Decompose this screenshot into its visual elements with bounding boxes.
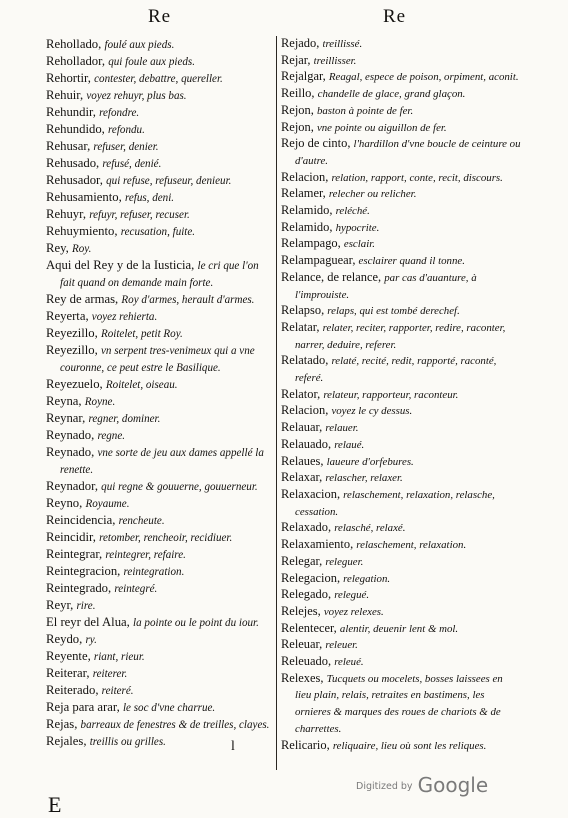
- translation: hypocrite.: [335, 221, 380, 234]
- headword: Reynado,: [46, 445, 95, 459]
- translation: relater, reciter, rapporter, redire, raconter, narrer, deduire, referer.: [295, 321, 506, 351]
- headword: Reincidir,: [46, 530, 96, 544]
- headword: Rejado,: [281, 36, 320, 50]
- dictionary-entry: [281, 738, 521, 755]
- dictionary-entry: [46, 291, 270, 308]
- translation: relaschement, relaxation.: [356, 539, 467, 552]
- dictionary-entry: [46, 512, 270, 529]
- translation: foulé aux pieds.: [104, 39, 175, 51]
- headword: Rehusamiento,: [46, 190, 122, 204]
- headword: Rehortir,: [46, 71, 91, 85]
- translation: reintegré.: [114, 583, 158, 595]
- running-head-left: Re: [148, 6, 172, 27]
- translation: regner, dominer.: [88, 413, 161, 425]
- translation: Reagal, espece de poison, orpiment, aconit.: [328, 71, 519, 84]
- dictionary-entry: [281, 420, 521, 437]
- running-head-right: Re: [383, 6, 407, 27]
- headword: Relacion,: [281, 169, 329, 184]
- headword: Relampaguear,: [281, 253, 356, 268]
- headword: Rehusado,: [46, 156, 100, 170]
- dictionary-entry: [46, 410, 270, 427]
- translation: relecher ou relicher.: [328, 188, 417, 201]
- translation: barreaux de fenestres & de treilles, clayes.: [80, 719, 270, 731]
- translation: releué.: [334, 656, 364, 669]
- translation: recusation, fuite.: [120, 226, 196, 238]
- translation: Roy d'armes, herault d'armes.: [121, 294, 255, 306]
- translation: voyez le cy dessus.: [331, 405, 413, 418]
- headword: Relamer,: [281, 186, 326, 201]
- headword: Relamido,: [281, 203, 333, 218]
- dictionary-entry: [46, 631, 270, 648]
- headword: Releuado,: [281, 654, 332, 669]
- headword: Rehuir,: [46, 88, 84, 102]
- headword: Relegacion,: [281, 570, 341, 585]
- translation: baston à pointe de fer.: [316, 104, 414, 117]
- headword: Rey de armas,: [46, 292, 119, 306]
- dictionary-entry: [46, 121, 270, 138]
- headword: Relexes,: [281, 670, 324, 685]
- headword: Reintegracion,: [46, 564, 121, 578]
- dictionary-entry: [46, 546, 270, 563]
- translation: la pointe ou le point du iour.: [133, 617, 259, 629]
- headword: Reyr,: [46, 598, 74, 612]
- headword: Rehundido,: [46, 122, 105, 136]
- dictionary-entry: [46, 614, 270, 631]
- dictionary-entry: [281, 186, 521, 203]
- catchword: E: [48, 792, 62, 817]
- translation: Royaume.: [85, 498, 130, 510]
- headword: Rehollado,: [46, 37, 102, 51]
- headword: Reincidencia,: [46, 513, 116, 527]
- dictionary-entry: [46, 308, 270, 325]
- dictionary-entry: [46, 716, 270, 733]
- translation: vn serpent tres-venimeux qui a vne couronne, ce peut estre le Basilique.: [60, 345, 255, 374]
- dictionary-entry: [281, 69, 521, 86]
- dictionary-entry: [281, 487, 521, 520]
- headword: Relejes,: [281, 603, 321, 618]
- translation: releguer.: [325, 555, 364, 568]
- headword: Rehuymiento,: [46, 224, 118, 238]
- headword: Relaxar,: [281, 470, 323, 485]
- dictionary-entry: [46, 155, 270, 172]
- translation: Roitelet, petit Roy.: [100, 328, 183, 340]
- translation: Roitelet, oiseau.: [105, 379, 178, 391]
- translation: reintegration.: [123, 566, 185, 578]
- translation: refusé, denié.: [102, 158, 162, 170]
- dictionary-entry: [281, 170, 521, 187]
- headword: Relentecer,: [281, 620, 337, 635]
- dictionary-entry: [46, 206, 270, 223]
- translation: chandelle de glace, grand glaçon.: [317, 88, 466, 101]
- headword: Reyerta,: [46, 309, 89, 323]
- translation: relasché, relaxé.: [334, 522, 406, 535]
- dictionary-entry: [46, 325, 270, 342]
- headword: Reja para arar,: [46, 700, 120, 714]
- headword: Reyezuelo,: [46, 377, 103, 391]
- translation: vne sorte de jeu aux dames appellé la renette.: [60, 447, 264, 476]
- headword: Reiterado,: [46, 683, 99, 697]
- headword: Reyezillo,: [46, 343, 98, 357]
- dictionary-entry: [281, 220, 521, 237]
- translation: retomber, rencheoir, recidiuer.: [99, 532, 233, 544]
- headword: Reyezillo,: [46, 326, 98, 340]
- dictionary-entry: [281, 203, 521, 220]
- headword: Relator,: [281, 386, 321, 401]
- dictionary-entry: [46, 36, 270, 53]
- dictionary-entry: [281, 353, 521, 386]
- translation: refondu.: [108, 124, 145, 136]
- dictionary-entry: [281, 437, 521, 454]
- right-column: [281, 36, 521, 754]
- dictionary-entry: [281, 120, 521, 137]
- headword: Rehollador,: [46, 54, 106, 68]
- translation: le cri que l'on fait quand on demande main forte.: [60, 260, 259, 289]
- headword: Relapso,: [281, 303, 325, 318]
- translation: refuser, denier.: [93, 141, 159, 153]
- dictionary-entry: [46, 444, 270, 478]
- translation: relaps, qui est tombé derechef.: [327, 305, 460, 318]
- dictionary-entry: [281, 537, 521, 554]
- headword: Relaxado,: [281, 520, 332, 535]
- dictionary-entry: [281, 387, 521, 404]
- dictionary-entry: [46, 138, 270, 155]
- dictionary-entry: [281, 621, 521, 638]
- headword: Relamido,: [281, 219, 333, 234]
- translation: treillis ou grilles.: [89, 736, 166, 748]
- headword: Reyente,: [46, 649, 91, 663]
- dictionary-entry: [281, 671, 521, 738]
- translation: riant, rieur.: [93, 651, 145, 663]
- headword: Relauar,: [281, 420, 323, 435]
- translation: qui refuse, refuseur, denieur.: [106, 175, 232, 187]
- translation: releuer.: [325, 639, 358, 652]
- translation: Roy.: [71, 243, 92, 255]
- dictionary-entry: [281, 571, 521, 588]
- translation: rire.: [76, 600, 96, 612]
- headword: Relacion,: [281, 403, 329, 418]
- headword: Relaxacion,: [281, 486, 341, 501]
- translation: reiterer.: [92, 668, 128, 680]
- digitization-credit: [356, 773, 488, 797]
- dictionary-entry: [281, 303, 521, 320]
- translation: relegué.: [334, 589, 370, 602]
- headword: Relance, de relance,: [281, 269, 382, 284]
- dictionary-entry: [281, 604, 521, 621]
- dictionary-entry: [281, 587, 521, 604]
- headword: Reiterar,: [46, 666, 90, 680]
- headword: Rejales,: [46, 734, 87, 748]
- translation: par cas d'auanture, à l'improuiste.: [295, 271, 477, 301]
- dictionary-entry: [281, 86, 521, 103]
- headword: Reynado,: [46, 428, 95, 442]
- headword: Rejon,: [281, 119, 314, 134]
- translation: esclair.: [343, 238, 375, 251]
- dictionary-entry: [281, 236, 521, 253]
- translation: vne pointe ou aiguillon de fer.: [316, 121, 447, 134]
- dictionary-entry: [281, 654, 521, 671]
- translation: qui foule aux pieds.: [108, 56, 195, 68]
- stray-mark: l: [231, 739, 235, 754]
- dictionary-entry: [46, 478, 270, 495]
- translation: treillissé.: [322, 38, 363, 50]
- translation: relation, rapport, conte, recit, discours.: [331, 171, 503, 184]
- headword: Rejas,: [46, 717, 78, 731]
- headword: El reyr del Alua,: [46, 615, 130, 629]
- translation: reléché.: [335, 205, 370, 218]
- translation: relaschement, relaxation, relasche, cessation.: [295, 488, 495, 518]
- headword: Reintegrado,: [46, 581, 112, 595]
- translation: relaué.: [334, 438, 365, 451]
- translation: esclairer quand il tonne.: [358, 255, 465, 268]
- dictionary-entry: [281, 403, 521, 420]
- dictionary-entry: [46, 257, 270, 291]
- headword: Reynar,: [46, 411, 86, 425]
- translation: alentir, deuenir lent & mol.: [339, 622, 459, 635]
- headword: Aqui del Rey y de la Iusticia,: [46, 258, 195, 272]
- headword: Relatar,: [281, 319, 320, 334]
- dictionary-entry: [281, 454, 521, 471]
- dictionary-entry: [281, 637, 521, 654]
- headword: Relauado,: [281, 436, 332, 451]
- dictionary-entry: [46, 580, 270, 597]
- headword: Rejo de cinto,: [281, 136, 351, 151]
- dictionary-entry: [281, 103, 521, 120]
- headword: Reynador,: [46, 479, 98, 493]
- headword: Relaxamiento,: [281, 537, 354, 552]
- headword: Relicario,: [281, 737, 330, 752]
- translation: Tucquets ou mocelets, bosses laissees en lieu plain, relais, retraites en bastimens, les ornieres & marques des roues de chariots & de charrettes.: [295, 672, 503, 735]
- dictionary-entry: [46, 240, 270, 257]
- headword: Rehuyr,: [46, 207, 87, 221]
- translation: contester, debattre, quereller.: [94, 73, 223, 85]
- translation: relegation.: [343, 572, 391, 585]
- translation: regne.: [97, 430, 126, 442]
- dictionary-entry: [281, 470, 521, 487]
- dictionary-entry: [281, 253, 521, 270]
- digitized-by-text: Digitized by: [356, 781, 413, 792]
- dictionary-entry: [46, 393, 270, 410]
- dictionary-entry: [281, 320, 521, 353]
- translation: treillisser.: [313, 54, 357, 67]
- dictionary-entry: [46, 495, 270, 512]
- translation: laueure d'orfebures.: [326, 455, 414, 468]
- dictionary-entry: [46, 189, 270, 206]
- headword: Rejon,: [281, 102, 314, 117]
- dictionary-entry: [281, 136, 521, 169]
- translation: relauer.: [325, 422, 359, 435]
- translation: qui regne & gouuerne, gouuerneur.: [101, 481, 258, 493]
- headword: Relatado,: [281, 353, 329, 368]
- dictionary-entry: [46, 529, 270, 546]
- translation: voyez rehuyr, plus bas.: [86, 90, 187, 102]
- dictionary-entry: [46, 563, 270, 580]
- dictionary-entry: [46, 648, 270, 665]
- dictionary-entry: [281, 554, 521, 571]
- headword: Reydo,: [46, 632, 83, 646]
- headword: Rey,: [46, 241, 69, 255]
- headword: Reyna,: [46, 394, 82, 408]
- dictionary-entry: [46, 104, 270, 121]
- translation: rencheute.: [118, 515, 165, 527]
- dictionary-entry: [46, 376, 270, 393]
- dictionary-entry: [281, 53, 521, 70]
- dictionary-entry: [46, 682, 270, 699]
- translation: ry.: [85, 634, 97, 646]
- dictionary-entry: [46, 665, 270, 682]
- headword: Rejalgar,: [281, 69, 326, 84]
- translation: refuyr, refuser, recuser.: [89, 209, 190, 221]
- left-column: [46, 36, 270, 750]
- headword: Relaues,: [281, 453, 324, 468]
- headword: Rejar,: [281, 52, 311, 67]
- headword: Rehundir,: [46, 105, 96, 119]
- translation: relateur, rapporteur, raconteur.: [323, 388, 459, 401]
- translation: relaté, recité, redit, rapporté, raconté, referé.: [295, 355, 497, 385]
- translation: refondre.: [99, 107, 140, 119]
- headword: Relegar,: [281, 553, 323, 568]
- dictionary-entry: [46, 223, 270, 240]
- dictionary-entry: [46, 70, 270, 87]
- translation: reiteré.: [101, 685, 134, 697]
- dictionary-entry: [46, 699, 270, 716]
- dictionary-entry: [46, 53, 270, 70]
- translation: Royne.: [84, 396, 116, 408]
- headword: Releuar,: [281, 637, 323, 652]
- dictionary-entry: [46, 733, 270, 750]
- dictionary-entry: [46, 427, 270, 444]
- headword: Relegado,: [281, 587, 332, 602]
- translation: refus, deni.: [124, 192, 175, 204]
- translation: l'hardillon d'vne boucle de ceinture ou d'autre.: [295, 138, 521, 167]
- headword: Rehusar,: [46, 139, 91, 153]
- translation: reintegrer, refaire.: [105, 549, 186, 561]
- headword: Reintegrar,: [46, 547, 103, 561]
- translation: voyez rehierta.: [91, 311, 158, 323]
- translation: reliquaire, lieu où sont les reliques.: [332, 739, 487, 752]
- dictionary-entry: [46, 342, 270, 376]
- translation: le soc d'vne charrue.: [122, 702, 216, 714]
- headword: Reillo,: [281, 86, 315, 101]
- dictionary-entry: [46, 87, 270, 104]
- dictionary-entry: [281, 36, 521, 53]
- dictionary-entry: [46, 172, 270, 189]
- column-divider: [276, 36, 277, 770]
- headword: Relampago,: [281, 236, 341, 251]
- dictionary-entry: [281, 270, 521, 303]
- dictionary-entry: [281, 520, 521, 537]
- translation: relascher, relaxer.: [325, 472, 403, 485]
- google-wordmark: Google: [417, 773, 489, 797]
- headword: Reyno,: [46, 496, 83, 510]
- translation: voyez relexes.: [323, 605, 384, 618]
- headword: Rehusador,: [46, 173, 103, 187]
- dictionary-entry: [46, 597, 270, 614]
